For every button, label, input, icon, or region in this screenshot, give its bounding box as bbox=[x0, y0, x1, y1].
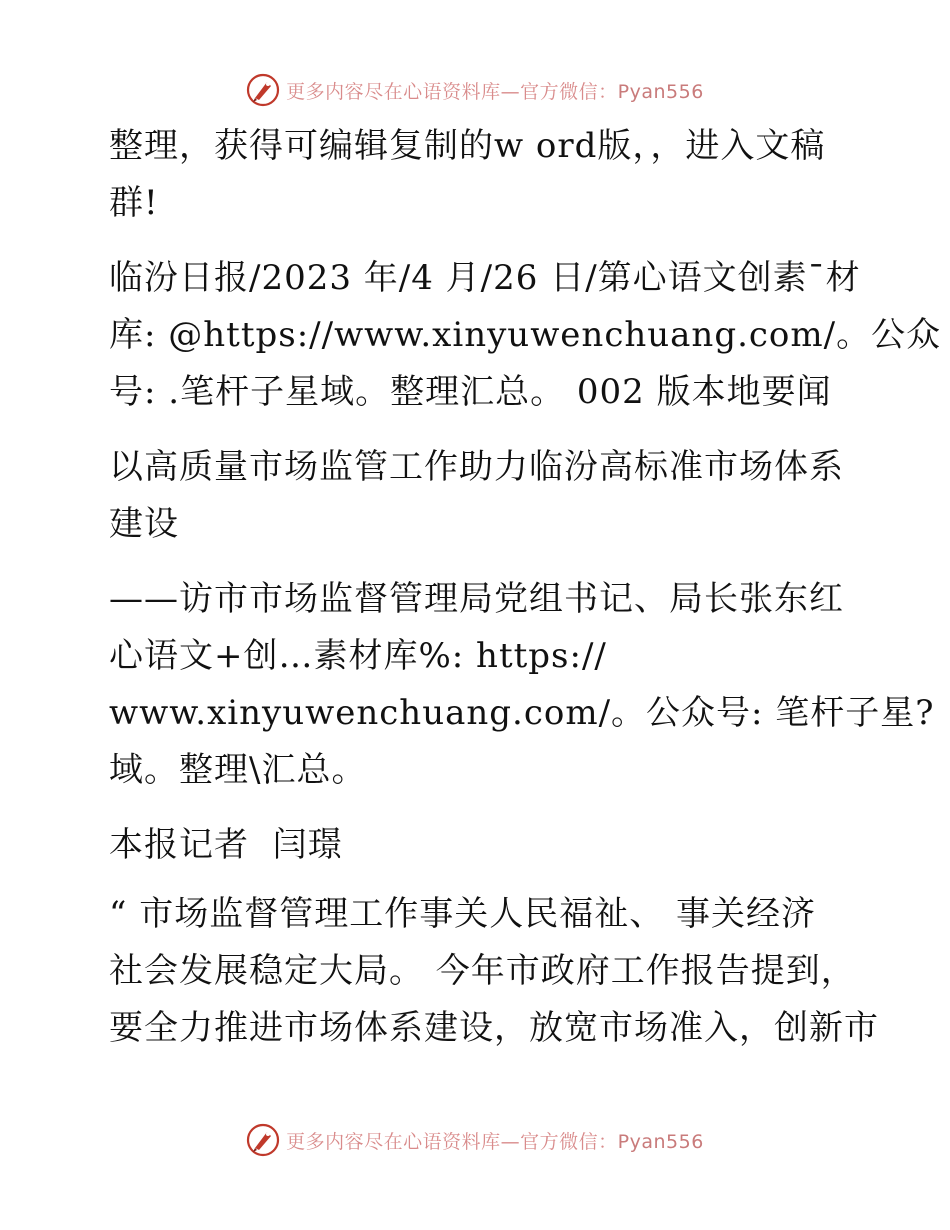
watermark-handle: Pyan556 bbox=[617, 80, 704, 103]
article-subtitle bbox=[97, 571, 935, 799]
pen-nib-logo-icon bbox=[246, 1123, 280, 1157]
text-line: 临汾日报/2023 年/4 月/26 日/第心语文创素¯材 bbox=[109, 258, 861, 298]
text-line: 整理，获得可编辑复制的w ord版，，进入文稿 bbox=[109, 126, 826, 166]
text-line: 号: .笔杆子星域。整理汇总。 002 版本地要闻 bbox=[109, 372, 832, 412]
text-line: 要全力推进市场体系建设，放宽市场准入，创新市 bbox=[109, 1008, 879, 1048]
watermark-label: 更多内容尽在心语资料库—官方微信： bbox=[286, 80, 618, 103]
text-line: 群! bbox=[109, 183, 159, 223]
footer-watermark bbox=[0, 1120, 950, 1160]
text-line: “ 市场监督管理工作事关人民福祉、 事关经济 bbox=[109, 894, 816, 934]
watermark-label: 更多内容尽在心语资料库—官方微信： bbox=[286, 1130, 618, 1153]
text-line: ——访市市场监督管理局党组书记、局长张东红 bbox=[109, 579, 844, 619]
intro-paragraph bbox=[97, 118, 857, 232]
text-line: 库: @https://www.xinyuwenchuang.com/。公众 bbox=[109, 315, 942, 355]
watermark-text bbox=[286, 77, 704, 104]
article-title bbox=[97, 439, 857, 553]
document-body bbox=[97, 118, 942, 1075]
header-watermark bbox=[0, 70, 950, 110]
text-line: 心语文+创…素材库%: https:// bbox=[109, 636, 607, 676]
text-line: 社会发展稳定大局。 今年市政府工作报告提到， bbox=[109, 951, 856, 991]
watermark-text bbox=[286, 1127, 704, 1154]
text-line: www.xinyuwenchuang.com/。公众号: 笔杆子星? bbox=[109, 693, 935, 733]
source-paragraph bbox=[97, 250, 942, 421]
text-line: 域。整理\汇总。 bbox=[109, 750, 367, 790]
watermark-handle: Pyan556 bbox=[617, 1130, 704, 1153]
text-line: 以高质量市场监管工作助力临汾高标准市场体系 bbox=[109, 447, 844, 487]
body-paragraph bbox=[97, 886, 879, 1057]
byline-label: 本报记者 bbox=[109, 825, 273, 865]
pen-nib-logo-icon bbox=[246, 73, 280, 107]
byline bbox=[97, 817, 857, 874]
reporter-name: 闫璟 bbox=[272, 825, 343, 865]
text-line: 建设 bbox=[109, 504, 179, 544]
